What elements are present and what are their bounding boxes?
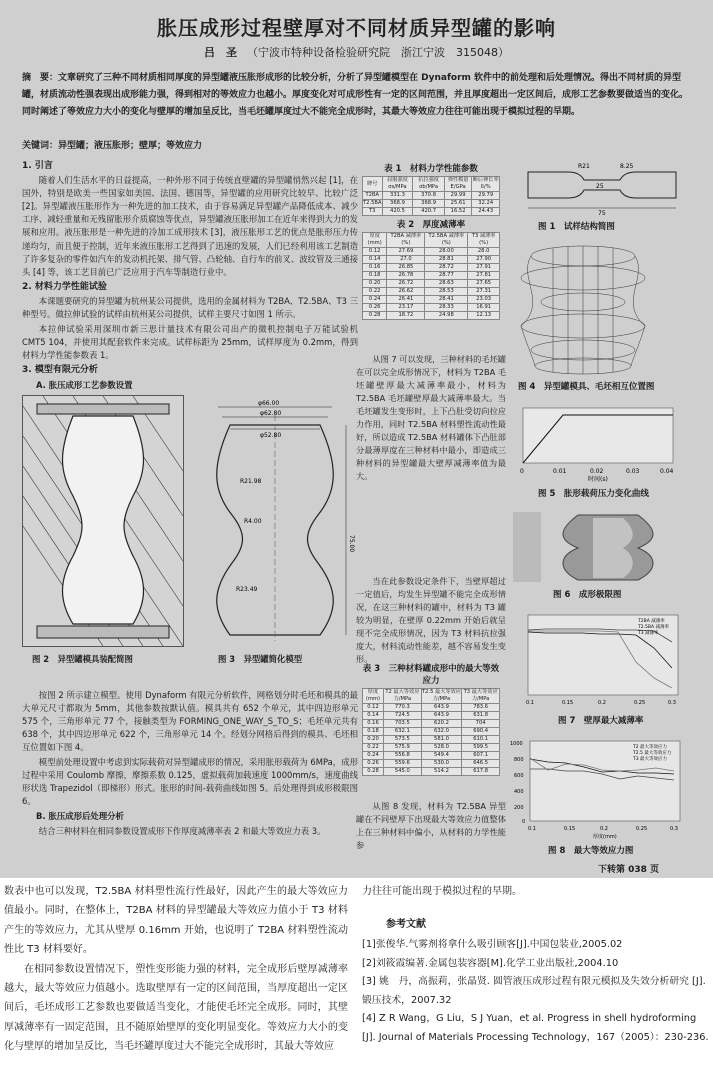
table-row: 0.20 26.72 28.63 27.65	[363, 280, 500, 288]
table-row: 0.12 27.69 28.00 28.0	[363, 248, 500, 256]
abstract	[22, 70, 694, 121]
table-2-caption: 表 2 厚度减薄率	[396, 220, 466, 230]
fig8-legend-3: T3 最大等效应力	[633, 757, 668, 762]
figure-1-specimen	[508, 158, 693, 233]
continued-note: 下转第 038 页	[598, 865, 660, 875]
figure-4-mesh	[508, 238, 693, 393]
paragraph-fem-3: 结合三种材料在相同参数设置成形下作厚度减薄率表 2 和最大等效应力表 3。	[38, 825, 326, 836]
fig1-dim-w: 8.25	[620, 163, 634, 170]
fig7-xtick: 0.1	[526, 700, 534, 706]
middle-tables	[362, 160, 500, 320]
reference-item: [2]刘筱霞编著.金属包装容器[M].化学工业出版社,2004.10	[362, 957, 619, 969]
table-row: 0.12 770.3 643.9 783.6	[363, 704, 500, 712]
table-row: 0.26 559.6 530.0 646.5	[363, 760, 500, 768]
table-row: 0.26 23.17 28.33 16.91	[363, 304, 500, 312]
fig8-ytick: 200	[514, 805, 524, 811]
figure-row-2-3	[22, 395, 358, 685]
figure-3-caption: 图 3 异型罐简化模型	[218, 653, 303, 664]
fig7-xtick: 0.2	[598, 700, 606, 706]
fig5-xtick: 0	[520, 468, 524, 475]
paragraph-material-2: 本拉伸试验采用深圳市新三思计量技术有限公司出产的微机控制电子万能试验机 CMT5 104，并使用其配套软件来完成。试样标距为 25mm，试样厚度为 0.2mm，得到材料力学性能参数表 1。	[22, 324, 358, 361]
fig1-dim-l: 75	[598, 210, 606, 216]
figure-7-caption: 图 7 壁厚最大减薄率	[558, 716, 644, 726]
fig8-xtick: 0.25	[636, 826, 648, 832]
abstract-text: 文章研究了三种不同材质相同厚度的异型罐液压胀形成形的比较分析，分析了异型罐模型在 Dynaform 软件中的前处理和后处理情况。得出不同材质的异型罐，材质流动性强表现出成形能力强，得到相对的等效应力也越小。厚度变化对可成形性有一定的区间范围，并且厚度超出一定区间后，成形工艺参数要做适当的变化。同时阐述了等效应力大小的变化与壁厚的增加呈反比，当毛坯罐厚度过大不能完全成形时，其最大等效应力往往可能出现于模拟过程的早期。	[22, 73, 689, 117]
table-row: 0.18 632.1 632.0 690.4	[363, 728, 500, 736]
left-column	[22, 158, 358, 840]
fig8-legend-2: T2.5 最大等效应力	[633, 751, 672, 756]
table-3: 厚度(mm) T2 最大等效应力/MPa T2.5 最大等效应力/MPa T3 最大等效应力/MPa 0.12 770.3 643.9 783.6 0.14 724.5 643.9 631.8 0.16 703.5 620.2 704 0.18 632.1 632.0 690.4 0.20 573.5 581.0 610.1 0.22 575.9 528.0 599.5 0.24 556.8 549.4 607.1 0.26 559.6 530.0 646.5 0.28 545.0 514.2 617.8	[362, 688, 500, 776]
figure-5-caption: 图 5 胀形载荷压力变化曲线	[538, 489, 649, 499]
fig7-legend-2: T2.5BA 减薄率	[638, 625, 670, 630]
section-heading-material: 2. 材料力学性能试验	[22, 281, 107, 292]
figure-7-thinning-chart	[508, 610, 693, 730]
middle-text-1: 从图 7 可以发现，三种材料的毛坯罐在可以完全成形情况下，材料为 T2BA 毛坯罐壁厚最大减薄率最小，材料为 T2.5BA 毛坯罐壁厚最大减薄率最大。当毛坯罐发生变形时，上下凸肚受切向拉应力作用，同时 T2.5BA 材料塑性流动性最好，所以造成 T2.5BA 材料罐体下凸肚部分最薄厚度在三种材料中最小，即造成三种材料的异型罐最大壁厚减薄率值为最大。	[356, 354, 506, 481]
reference-item: [1]张俊华.气雾剂将拿什么吸引顾客[J].中国包装业,2005.02	[362, 939, 623, 950]
table-row: T2.5BA 368.9 368.9 25.61 32.24	[363, 200, 500, 208]
dim-height: 75.00	[348, 534, 355, 552]
fig7-xtick: 0.25	[634, 700, 646, 706]
continuation-paragraph-1: 数表中也可以发现，T2.5BA 材料塑性流行性最好，因此产生的最大等效应力值最小。同时，在整体上，T2BA 材料的异型罐最大等效应力值小于 T3 材料产生的等效应力，尤其从壁厚 0.16mm 开始，也说明了 T2BA 材料塑性流动性比 T3 材料要好。	[4, 886, 348, 956]
fig1-dim-r: R21	[578, 163, 590, 170]
fig1-dim-g: 25	[596, 183, 604, 190]
fig7-xtick: 0.3	[668, 700, 676, 706]
table-row: 0.24 556.8 549.4 607.1	[363, 752, 500, 760]
fig8-ytick: 800	[514, 757, 524, 763]
fig8-xtick: 0.3	[670, 826, 678, 832]
table-row: T3 420.5 420.7 16.52 24.43	[363, 208, 500, 216]
figure-1-caption: 图 1 试样结构简图	[538, 222, 615, 232]
keywords-label: 关键词：	[22, 141, 59, 151]
subsection-heading-params: A. 胀压成形工艺参数设置	[36, 379, 133, 390]
references-heading: 参考文献	[386, 919, 426, 930]
fig7-xtick: 0.15	[562, 700, 574, 706]
table-1-caption: 表 1 材料力学性能参数	[384, 164, 478, 174]
fig7-legend-3: T3 减薄率	[638, 631, 659, 636]
keywords-text: 异型罐；液压胀形；壁厚；等效应力	[58, 141, 203, 151]
continuation-right	[362, 882, 712, 1047]
dim-r23: R23.49	[236, 585, 258, 593]
figure-6-forming-limit	[508, 510, 693, 605]
figure-8-stress-chart	[508, 736, 693, 861]
dim-r4: R4.00	[244, 517, 262, 525]
fig8-ytick: 600	[514, 773, 524, 779]
keywords	[22, 138, 694, 151]
table-3-caption: 表 3 三种材料罐成形中的最大等效应力	[362, 664, 500, 686]
table-row: 0.14 724.5 643.9 631.8	[363, 712, 500, 720]
figure-4-caption: 图 4 异型罐模具、毛坯相互位置图	[518, 382, 655, 392]
fig8-legend-1: T2 最大等效应力	[633, 745, 668, 750]
reference-item: [3] 姚 丹，高振莉，张晶贤. 圆管液压成形过程有限元模拟及失效分析研究 [J]. 锻压技术，2007.32	[362, 976, 706, 1006]
continuation-paragraph-2: 在相同参数设置情况下，塑性变形能力强的材料，完全成形后壁厚减薄率越大，最大等效应力值越小。选取壁厚有一定的区间范围，当厚度超出一定区间后，毛坯成形工艺参数也要做适当变化，才能使毛坯完全成形。同时，其壁厚减薄率有一固定范围，且不随原始壁厚的变化明显变化。等效应力大小的变化与壁厚的增加呈反比，当毛坯罐厚度过大不能完全成形时，其最大等效应	[4, 963, 348, 1053]
table-row: 0.16 703.5 620.2 704	[363, 720, 500, 728]
table-2: 厚度(mm) T2BA 减薄率(%) T2.5BA 减薄率(%) T3 减薄率(%) 0.12 27.69 28.00 28.0 0.14 27.0 28.81 27.90 0.16 26.85 28.72 27.91 0.18 26.78 28.77 27.81 0.20 26.72 28.63 27.65 0.22 26.62 28.53 27.31 0.24 26.41 28.41 23.03 0.26 23.17 28.33 16.91 0.28 18.72 24.98 12.13	[362, 232, 500, 320]
fig8-xtick: 0.1	[528, 826, 536, 832]
table-row: 0.18 26.78 28.77 27.81	[363, 272, 500, 280]
table-row: T2BA 331.3 370.8 29.99 29.79	[363, 192, 500, 200]
reference-item: [4] Z R Wang，G Liu，S J Yuan，et al. Progress in shell hydroforming [J]. Journal of Materials Processing Technology，167（2005）：230-236.	[362, 1013, 709, 1043]
figure-3-simplified-model	[200, 395, 358, 645]
middle-text-3: 从图 8 发现，材料为 T2.5BA 异型罐在不同壁厚下出现最大等效应力值整体上在三种材料中偏小，从材料的力学性能参	[356, 801, 506, 850]
dim-d62: φ62.80	[260, 409, 282, 417]
table-row: 0.28 545.0 514.2 617.8	[363, 768, 500, 776]
author-line	[0, 44, 713, 60]
fig8-ytick: 1000	[510, 741, 523, 747]
fig8-ytick: 0	[522, 819, 526, 825]
fig8-xlabel: 厚度(mm)	[593, 834, 617, 840]
abstract-label: 摘 要：	[22, 73, 59, 83]
subsection-heading-post: B. 胀压成形后处理分析	[36, 811, 124, 822]
author-affiliation: （宁波市特种设备检验研究院 浙江宁波 315048）	[247, 46, 509, 59]
continuation-left	[4, 882, 348, 1057]
table-row: 0.28 18.72 24.98 12.13	[363, 312, 500, 320]
dim-d52: φ52.80	[260, 431, 282, 439]
figure-8-caption: 图 8 最大等效应力图	[548, 846, 634, 856]
fig8-ytick: 400	[514, 789, 524, 795]
table-row: 0.16 26.85 28.72 27.91	[363, 264, 500, 272]
table-row: 0.22 575.9 528.0 599.5	[363, 744, 500, 752]
dim-d66: φ66.00	[258, 399, 280, 407]
paragraph-material-1: 本课题要研究的异型罐为杭州某公司提供，选用的金属材料为 T2BA、T2.5BA、T3 三种型号。做拉伸试验的试样由杭州某公司提供，试样主要尺寸如图 1 所示。	[22, 295, 358, 320]
fig8-xtick: 0.15	[564, 826, 576, 832]
middle-text-2: 当在此参数设定条件下，当壁厚超过一定值后，均发生异型罐不能完全成形情况，在这三种材料的罐中，材料为 T3 罐较为明显，在壁厚 0.22mm 开始后就呈现不完全成形情况，因为 T3 材料抗拉强度大，材料流动性能差，越不容易发生变形。	[356, 576, 506, 664]
fig5-xtick: 0.04	[660, 468, 674, 475]
figure-2-caption: 图 2 异型罐模具装配简图	[32, 653, 133, 664]
table-row: 0.14 27.0 28.81 27.90	[363, 256, 500, 264]
table-row: 0.24 26.41 28.41 23.03	[363, 296, 500, 304]
figure-5-load-curve	[508, 403, 693, 503]
fig8-xtick: 0.2	[600, 826, 608, 832]
author-name: 吕 圣	[204, 46, 237, 59]
table-row: 0.22 26.62 28.53 27.31	[363, 288, 500, 296]
section-heading-intro: 1. 引言	[22, 161, 53, 171]
paper-title: 胀压成形过程壁厚对不同材质异型罐的影响	[157, 16, 556, 40]
middle-table-3	[362, 660, 500, 776]
continuation-paragraph-3: 力往往可能出现于模拟过程的早期。	[362, 886, 522, 897]
table-row: 0.20 573.5 581.0 610.1	[363, 736, 500, 744]
fig5-xlabel: 时间(s)	[588, 476, 608, 483]
fig5-xtick: 0.01	[553, 468, 567, 475]
fig5-xtick: 0.03	[626, 468, 640, 475]
fig7-legend-1: T2BA 减薄率	[638, 619, 665, 624]
paragraph-intro: 随着人们生活水平的日益提高，一种外形不同于传统直壁罐的异型罐悄然兴起 [1]，在国外，特别是欧美一些国家如美国、法国、德国等，异型罐的应用研究比较早、比较广泛 [2]。异型罐液压胀形作为一种先进的加工技术，由于容易满足异型罐产品降低成本、减少工序、减轻重量和无残留胀形介质腐蚀等优点，异型罐液压胀形加工在近年来得到大力的发展和应用。液压胀形是一种先进的冷加工成形技术 [3]，液压胀形工艺的优点是胀形压力传递均匀，而且便于控制，近年来液压胀形工艺得到了迅速的发展，人们已经利用该工艺制造了许多复杂的零件如汽车的发动机托架、排气管、凸轮轴、自行车的前叉、波纹管及三通接头 [4] 等，该工艺目前已广泛应用于汽车等制造行业中。	[22, 175, 358, 277]
section-heading-fem: 3. 模型有限元分析	[22, 365, 98, 376]
figure-2-die-assembly	[22, 395, 184, 647]
paragraph-fem-1: 按图 2 所示建立模型。使用 Dynaform 有限元分析软件，网格划分时毛坯和模具的最大单元尺寸都取为 5mm，其他参数按默认值。模具共有 652 个单元，其中四边形单元 575 个，三角形单元 77 个，接触类型为 FORMING_ONE_WAY_S_TO_S；毛坯单元共有 638 个，其中四边形单元 622 个，三角形单元 14 个。经划分网格后得到的模具、毛坯相互位置如下图 4。	[22, 689, 358, 752]
dim-r21: R21.98	[240, 477, 262, 485]
paragraph-fem-2: 模型前处理设置中考虑到实际载荷对异型罐成形的情况，采用胀形载荷为 6MPa，成形过程中采用 Coulomb 摩擦，摩擦系数 0.125，虚拟载荷加载速度 1000mm/s，速度曲线形状选 Trapezidol（即梯形）形式。胀形的时间-载荷曲线如图 5。后处理得到成形极限图 6。	[22, 757, 358, 807]
table-1: 牌号 屈服强度σs/MPa 抗拉强度σb/MPa 弹性模量E/GPa 断后伸长率δ/% T2BA 331.3 370.8 29.99 29.79 T2.5BA 368.9 368.9 25.61 32.24 T3 420.5 420.7 16.52 24.43	[363, 177, 499, 214]
fig5-xtick: 0.02	[590, 468, 604, 475]
figure-6-caption: 图 6 成形极限图	[553, 590, 622, 600]
